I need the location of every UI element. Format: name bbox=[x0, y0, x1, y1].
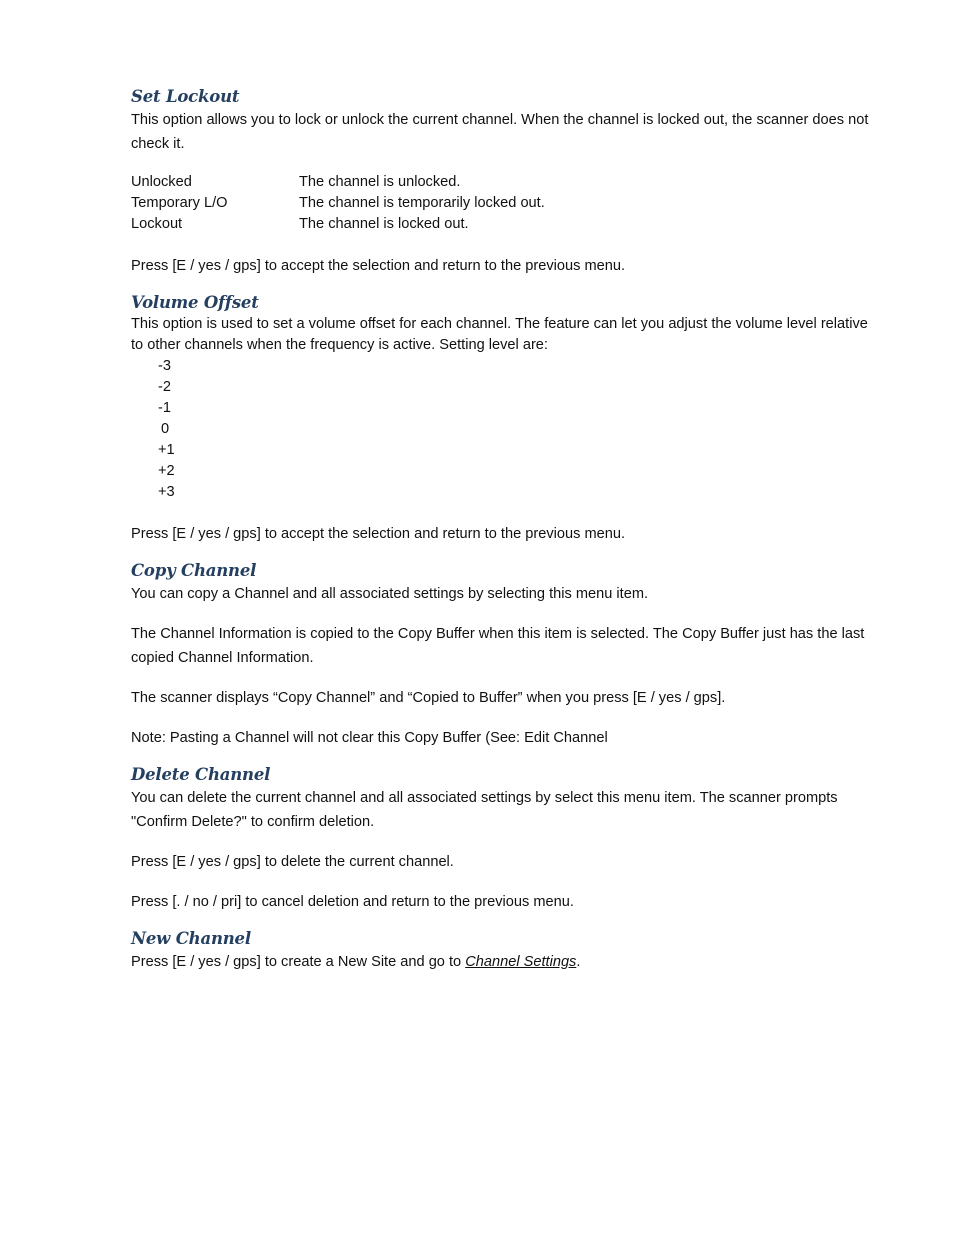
lockout-option-name: Unlocked bbox=[131, 174, 192, 190]
lockout-option-desc: The channel is locked out. bbox=[299, 216, 469, 232]
set-lockout-intro: This option allows you to lock or unlock the current channel. When the channel is locked out, the scanner does not check it. bbox=[131, 112, 869, 152]
volume-level: +3 bbox=[158, 484, 175, 500]
new-channel-text bbox=[131, 950, 876, 974]
copy-channel-p2: The Channel Information is copied to the Copy Buffer when this item is selected. The Copy Buffer just has the last copied Channel Information. bbox=[131, 626, 865, 666]
copy-channel-heading: Copy Channel bbox=[131, 561, 257, 580]
set-lockout-accept: Press [E / yes / gps] to accept the selection and return to the previous menu. bbox=[131, 258, 626, 274]
document-page bbox=[131, 86, 876, 974]
new-channel-text-after: . bbox=[576, 954, 581, 970]
delete-channel-heading: Delete Channel bbox=[131, 765, 271, 784]
lockout-option-row bbox=[131, 172, 876, 193]
delete-channel-p1: You can delete the current channel and all associated settings by select this menu item. The scanner prompts "Confirm Delete?" to confirm deletion. bbox=[131, 790, 838, 830]
volume-offset-accept: Press [E / yes / gps] to accept the selection and return to the previous menu. bbox=[131, 526, 626, 542]
delete-channel-p2: Press [E / yes / gps] to delete the current channel. bbox=[131, 854, 454, 870]
volume-levels-list bbox=[131, 356, 876, 503]
delete-channel-p3: Press [. / no / pri] to cancel deletion and return to the previous menu. bbox=[131, 894, 574, 910]
lockout-option-name: Lockout bbox=[131, 216, 183, 232]
lockout-options-table bbox=[131, 172, 876, 235]
volume-level: -3 bbox=[158, 358, 171, 374]
volume-offset-heading: Volume Offset bbox=[131, 293, 259, 312]
new-channel-heading: New Channel bbox=[131, 929, 251, 948]
lockout-option-desc: The channel is temporarily locked out. bbox=[299, 195, 545, 211]
lockout-option-row bbox=[131, 214, 876, 235]
volume-level: 0 bbox=[161, 421, 170, 437]
channel-settings-link[interactable]: Channel Settings bbox=[465, 954, 577, 970]
copy-channel-p1: You can copy a Channel and all associated settings by selecting this menu item. bbox=[131, 586, 649, 602]
lockout-option-name: Temporary L/O bbox=[131, 195, 228, 211]
lockout-option-desc: The channel is unlocked. bbox=[299, 174, 461, 190]
new-channel-text-before: Press [E / yes / gps] to create a New Site and go to bbox=[131, 954, 466, 970]
volume-level: +1 bbox=[158, 442, 175, 458]
volume-level: -2 bbox=[158, 379, 171, 395]
copy-channel-p3: The scanner displays “Copy Channel” and “Copied to Buffer” when you press [E / yes / gps]. bbox=[131, 690, 726, 706]
volume-offset-intro: This option is used to set a volume offset for each channel. The feature can let you adjust the volume level relative to other channels when the frequency is active. Setting level are: bbox=[131, 316, 868, 353]
copy-channel-note: Note: Pasting a Channel will not clear this Copy Buffer (See: Edit Channel bbox=[131, 730, 608, 746]
set-lockout-heading: Set Lockout bbox=[131, 87, 240, 106]
volume-level: +2 bbox=[158, 463, 175, 479]
volume-level: -1 bbox=[158, 400, 171, 416]
lockout-option-row bbox=[131, 193, 876, 214]
